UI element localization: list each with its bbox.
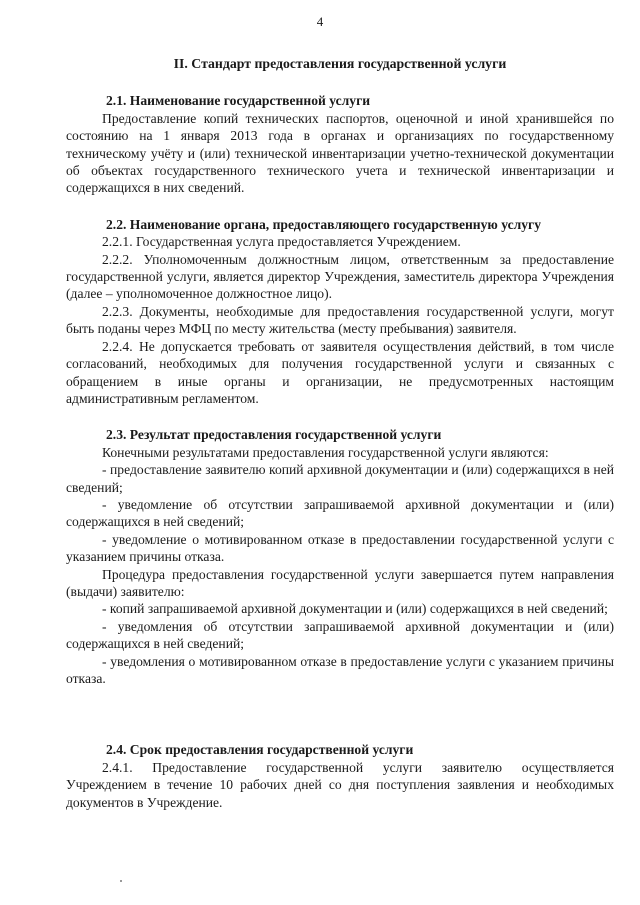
section-title: 2.3. Результат предоставления государственной услуги bbox=[106, 427, 442, 443]
document-body bbox=[66, 55, 614, 811]
section-title: 2.4. Срок предоставления государственной услуги bbox=[106, 742, 414, 758]
list-item: - уведомления об отсутствии запрашиваемой архивной документации и (или) содержащихся в ней сведений; bbox=[66, 618, 614, 652]
section-title: 2.1. Наименование государственной услуги bbox=[106, 93, 371, 109]
list-item: - предоставление заявителю копий архивной документации и (или) содержащихся в ней сведений; bbox=[66, 462, 614, 495]
section-title: 2.2. Наименование органа, предоставляющего государственную услугу bbox=[106, 216, 542, 232]
paragraph: 2.2.3. Документы, необходимые для предоставления государственной услуги, могут быть поданы через МФЦ по месту жительства (месту пребывания) заявителя. bbox=[66, 303, 614, 337]
list-item: - копий запрашиваемой архивной документации и (или) содержащихся в ней сведений; bbox=[102, 601, 608, 617]
chapter-title: II. Стандарт предоставления государственной услуги bbox=[173, 56, 507, 71]
paragraph: Процедура предоставления государственной услуги завершается путем направления (выдачи) заявителю: bbox=[66, 566, 614, 599]
list-item: - уведомления о мотивированном отказе в предоставление услуги с указанием причины отказа. bbox=[66, 653, 614, 686]
scan-speck bbox=[120, 880, 122, 882]
section-2-2 bbox=[66, 216, 614, 407]
section-2-1 bbox=[66, 92, 614, 196]
list-item: - уведомление об отсутствии запрашиваемой архивной документации и (или) содержащихся в ней сведений; bbox=[66, 496, 614, 530]
paragraph: 2.4.1. Предоставление государственной услуги заявителю осуществляется Учреждением в течение 10 рабочих дней со дня поступления заявления и необходимых документов в Учреждение. bbox=[66, 759, 614, 810]
page-number: 4 bbox=[316, 14, 324, 29]
section-2-4 bbox=[66, 741, 614, 811]
paragraph: 2.2.2. Уполномоченным должностным лицом, ответственным за предоставление государственной услуги, является директор Учреждения, заместитель директора Учреждения (далее – уполномоченное должностное лицо). bbox=[66, 251, 614, 302]
section-2-3 bbox=[66, 426, 614, 687]
list-item: - уведомление о мотивированном отказе в предоставлении государственной услуги с указанием причины отказа. bbox=[66, 531, 614, 565]
paragraph: Конечными результатами предоставления государственной услуги являются: bbox=[102, 444, 549, 460]
paragraph: Предоставление копий технических паспортов, оценочной и иной хранившейся по состоянию на 1 января 2013 года в органах и организациях по государственному техническому учёту и (или) технической инвентаризации учетно-технической документации об объектах государственного технического учета и технической инвентаризации и содержащихся в них сведений. bbox=[66, 110, 614, 196]
paragraph: 2.2.4. Не допускается требовать от заявителя осуществления действий, в том числе согласований, необходимых для получения государственной услуги и связанных с обращением в иные органы и организации, не предусмотренных настоящим административным регламентом. bbox=[66, 338, 614, 406]
paragraph: 2.2.1. Государственная услуга предоставляется Учреждением. bbox=[102, 234, 461, 250]
